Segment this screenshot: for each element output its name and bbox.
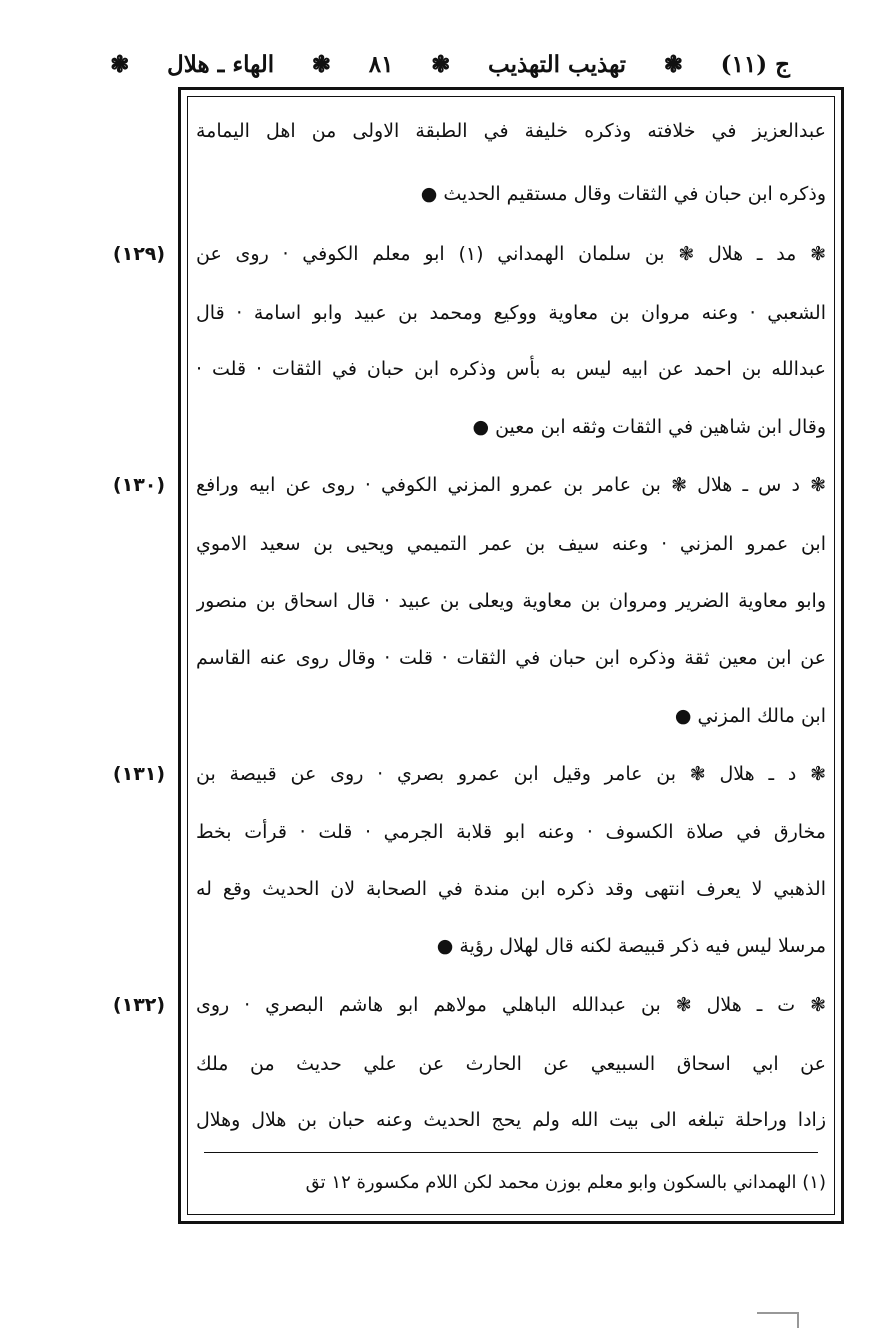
footnote-divider xyxy=(204,1152,818,1153)
entry-number: (١٣٠) xyxy=(112,474,166,496)
text-line: زادا وراحلة تبلغه الى بيت الله ولم يحج الحديث وعنه حبان بن هلال وهلال xyxy=(196,1109,826,1131)
text-line: الشعبي · وعنه مروان بن معاوية ووكيع ومحمد بن عبيد وابو اسامة · قال xyxy=(196,302,826,324)
header-ornament-icon: ❃ xyxy=(431,50,451,78)
text-line: عبدالله بن احمد عن ابيه ليس به بأس وذكره ابن حبان في الثقات · قلت · xyxy=(196,358,826,380)
text-line: ❃ د ـ هلال ❃ بن عامر وقيل ابن عمرو بصري · روى عن قبيصة بن xyxy=(196,763,826,785)
text-line: عبدالعزيز في خلافته وذكره خليفة في الطبقة الاولى من اهل اليمامة xyxy=(196,120,826,142)
entry-number: (١٣٢) xyxy=(112,994,166,1016)
text-line: ❃ ت ـ هلال ❃ بن عبدالله الباهلي مولاهم ابو هاشم البصري · روى xyxy=(196,994,826,1016)
text-line: الذهبي لا يعرف انتهى وقد ذكره ابن مندة في الصحابة لان الحديث وقع له xyxy=(196,878,826,900)
section-label: الهاء ـ هلال xyxy=(167,50,275,78)
volume-label: ج (١١) xyxy=(720,50,790,78)
page-number: ٨١ xyxy=(368,50,394,78)
footnote: (١) الهمداني بالسكون وابو معلم بوزن محمد لكن اللام مكسورة ١٢ تق xyxy=(305,1172,826,1193)
header-ornament-icon: ❃ xyxy=(110,50,130,78)
header-ornament-icon: ❃ xyxy=(663,50,683,78)
text-line: عن ابي اسحاق السبيعي عن الحارث عن علي حديث من ملك xyxy=(196,1053,826,1075)
text-line: وابو معاوية الضرير ومروان بن معاوية ويعلى بن عبيد · قال اسحاق بن منصور xyxy=(196,590,826,612)
text-line: ❃ د س ـ هلال ❃ بن عامر بن عمرو المزني الكوفي · روى عن ابيه ورافع xyxy=(196,474,826,496)
scan-mark xyxy=(757,1312,799,1328)
book-title: تهذيب التهذيب xyxy=(488,50,627,78)
text-line: مرسلا ليس فيه ذكر قبيصة لكنه قال لهلال رؤية ● xyxy=(436,935,826,957)
running-header xyxy=(110,38,790,90)
entry-number: (١٢٩) xyxy=(112,243,166,265)
header-ornament-icon: ❃ xyxy=(311,50,332,78)
text-line: ابن عمرو المزني · وعنه سيف بن عمر التميمي ويحيى بن سعيد الاموي xyxy=(196,533,826,555)
text-line: ابن مالك المزني ● xyxy=(674,705,826,727)
text-line: عن ابن معين ثقة وذكره ابن حبان في الثقات · قلت · وقال روى عنه القاسم xyxy=(196,647,826,669)
text-line: وقال ابن شاهين في الثقات وثقه ابن معين ● xyxy=(472,416,826,438)
entry-number: (١٣١) xyxy=(112,763,166,785)
text-line: ❃ مد ـ هلال ❃ بن سلمان الهمداني (١) ابو معلم الكوفي · روى عن xyxy=(196,243,826,265)
text-line: وذكره ابن حبان في الثقات وقال مستقيم الحديث ● xyxy=(420,183,826,205)
text-line: مخارق في صلاة الكسوف · وعنه ابو قلابة الجرمي · قلت · قرأت بخط xyxy=(196,821,826,843)
